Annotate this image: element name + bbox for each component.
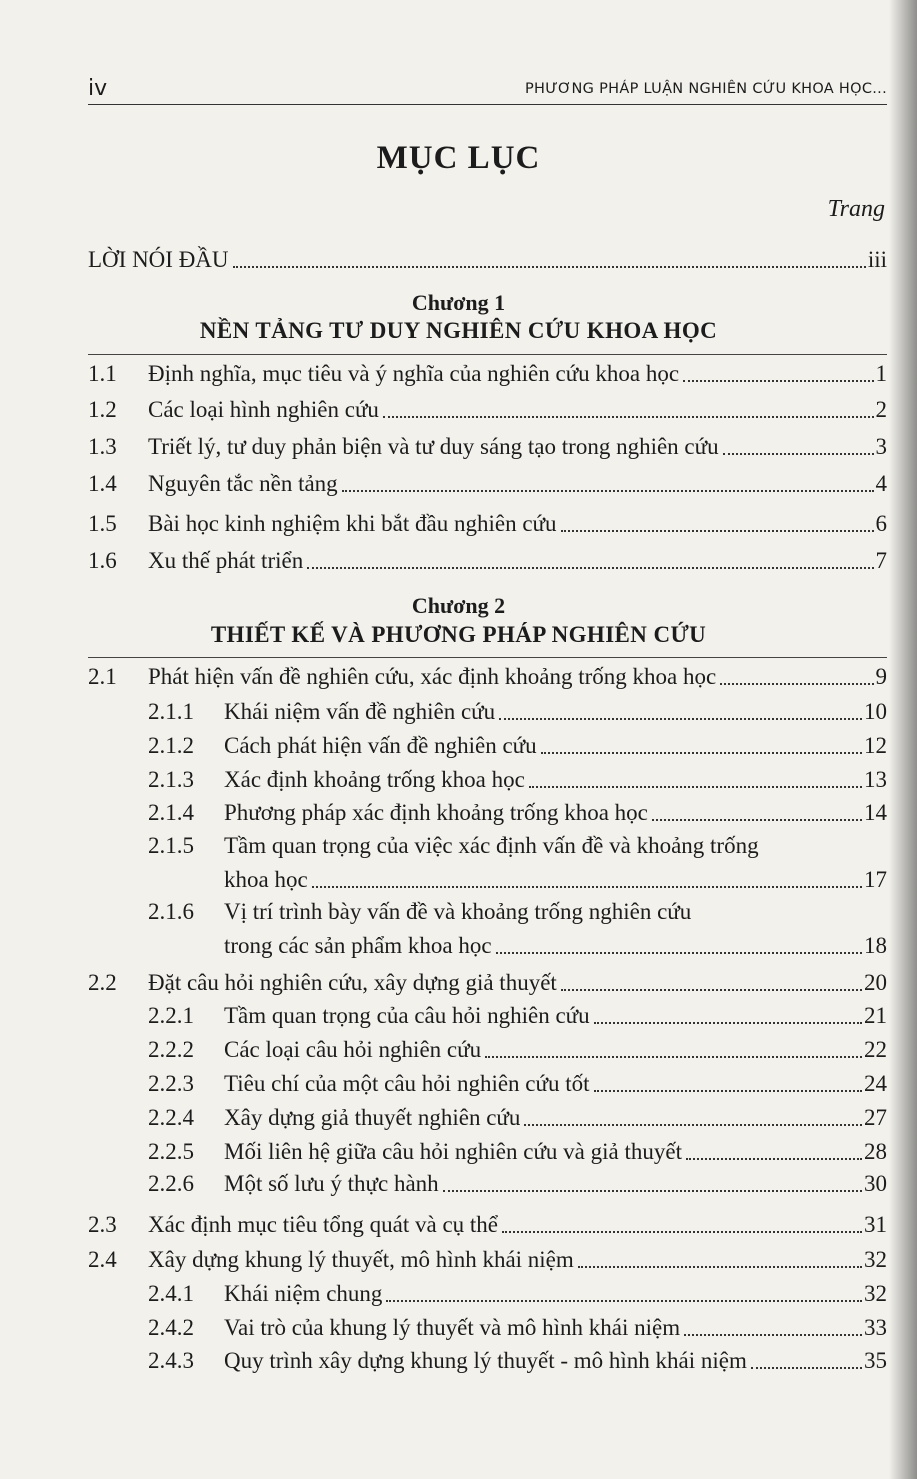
toc-entry-2-1-2[interactable]	[88, 728, 887, 760]
toc-entry-2-2-2[interactable]	[88, 1032, 887, 1064]
toc-entry-text: Xây dựng khung lý thuyết, mô hình khái niệm	[148, 1247, 574, 1272]
toc-entry-text: Xác định khoảng trống khoa học	[224, 767, 525, 792]
toc-entry-text-continued: trong các sản phẩm khoa học	[224, 933, 492, 958]
toc-entry-page: 28	[864, 1139, 887, 1164]
toc-entry-page: 2	[875, 397, 887, 422]
toc-entry-1-1[interactable]	[88, 356, 887, 388]
dot-leader	[485, 1056, 862, 1058]
toc-entry-number: 2.1	[88, 664, 117, 689]
toc-entry-2-2-3[interactable]	[88, 1066, 887, 1098]
toc-entry-text: Mối liên hệ giữa câu hỏi nghiên cứu và giả thuyết	[224, 1139, 682, 1164]
toc-entry-page: 30	[864, 1171, 887, 1196]
toc-entry-text: Khái niệm chung	[224, 1281, 383, 1306]
toc-entry-2-2-5[interactable]	[88, 1134, 887, 1166]
toc-entry-page: 18	[864, 933, 887, 958]
toc-entry-text: Các loại câu hỏi nghiên cứu	[224, 1037, 482, 1062]
toc-entry-text: Cách phát hiện vấn đề nghiên cứu	[224, 733, 537, 758]
toc-entry-page: 10	[864, 699, 887, 724]
toc-entry-page: 9	[875, 664, 887, 689]
toc-entry-text: Định nghĩa, mục tiêu và ý nghĩa của nghiên cứu khoa học	[148, 361, 680, 386]
toc-entry-2-1-1[interactable]	[88, 694, 887, 726]
dot-leader	[578, 1266, 862, 1268]
toc-entry-text: Xác định mục tiêu tổng quát và cụ thể	[148, 1212, 499, 1237]
dot-leader	[307, 567, 873, 569]
toc-title: MỤC LỤC	[376, 140, 541, 176]
page-column-label: Trang	[827, 196, 885, 222]
toc-entry-text: Bài học kinh nghiệm khi bắt đầu nghiên cứu	[148, 511, 557, 536]
dot-leader	[652, 819, 862, 821]
toc-entry-page: iii	[867, 247, 887, 272]
chapter-1-divider	[88, 354, 887, 355]
toc-entry-2-2-4[interactable]	[88, 1100, 887, 1132]
toc-entry-text: Vai trò của khung lý thuyết và mô hình khái niệm	[224, 1315, 681, 1340]
dot-leader	[529, 786, 862, 788]
toc-entry-page: 20	[864, 970, 887, 995]
toc-entry-page: 17	[864, 867, 887, 892]
dot-leader	[502, 1231, 862, 1233]
chapter-1-label: Chương 1	[411, 290, 506, 315]
toc-entry-1-6[interactable]	[88, 543, 887, 575]
dot-leader	[496, 952, 862, 954]
toc-entry-page: 32	[864, 1247, 887, 1272]
toc-entry-preface[interactable]	[88, 242, 887, 274]
dot-leader	[541, 752, 862, 754]
toc-entry-text: Xu thế phát triển	[148, 548, 304, 573]
toc-entry-2-1[interactable]	[88, 659, 887, 691]
dot-leader	[683, 380, 873, 382]
toc-entry-number: 2.1.4	[148, 800, 194, 825]
toc-entry-2-4-3[interactable]	[88, 1343, 887, 1375]
toc-entry-number: 1.2	[88, 397, 117, 422]
dot-leader	[443, 1190, 862, 1192]
toc-entry-text: Triết lý, tư duy phản biện và tư duy sáng tạo trong nghiên cứu	[148, 434, 719, 459]
toc-entry-1-5[interactable]	[88, 506, 887, 538]
toc-entry-number: 2.4.2	[148, 1315, 194, 1340]
toc-entry-text: Phát hiện vấn đề nghiên cứu, xác định khoảng trống khoa học	[148, 664, 717, 689]
chapter-1-title: NỀN TẢNG TƯ DUY NGHIÊN CỨU KHOA HỌC	[199, 318, 718, 343]
dot-leader	[383, 416, 874, 418]
dot-leader	[233, 266, 866, 268]
toc-entry-number: 2.3	[88, 1212, 117, 1237]
dot-leader	[751, 1367, 862, 1369]
dot-leader	[312, 886, 862, 888]
dot-leader	[723, 453, 874, 455]
toc-entry-number: 2.2	[88, 970, 117, 995]
running-title: PHƯƠNG PHÁP LUẬN NGHIÊN CỨU KHOA HỌC...	[524, 81, 887, 97]
toc-entry-page: 22	[864, 1037, 887, 1062]
toc-entry-number: 1.4	[88, 471, 117, 496]
toc-entry-2-2-1[interactable]	[88, 998, 887, 1030]
toc-entry-page: 31	[864, 1212, 887, 1237]
toc-entry-number: 2.2.3	[148, 1071, 194, 1096]
dot-leader	[386, 1300, 862, 1302]
toc-entry-text: Tầm quan trọng của việc xác định vấn đề và khoảng trống	[224, 833, 759, 858]
toc-entry-1-3[interactable]	[88, 429, 887, 461]
toc-entry-number: 2.1.6	[148, 899, 194, 924]
toc-entry-text: Phương pháp xác định khoảng trống khoa học	[224, 800, 648, 825]
toc-entry-2-2-6[interactable]	[88, 1166, 887, 1198]
toc-entry-number: 2.1.2	[148, 733, 194, 758]
chapter-2-divider	[88, 657, 887, 658]
toc-entry-number: 1.3	[88, 434, 117, 459]
toc-entry-page: 13	[864, 767, 887, 792]
toc-entry-page: 6	[875, 511, 887, 536]
toc-entry-text: Vị trí trình bày vấn đề và khoảng trống nghiên cứu	[224, 899, 692, 924]
toc-entry-text: Đặt câu hỏi nghiên cứu, xây dựng giả thuyết	[148, 970, 557, 995]
dot-leader	[720, 683, 873, 685]
toc-entry-page: 27	[864, 1105, 887, 1130]
toc-entry-text-continued: khoa học	[224, 867, 308, 892]
toc-entry-page: 21	[864, 1003, 887, 1028]
toc-entry-page: 4	[875, 471, 887, 496]
toc-entry-page: 3	[875, 434, 887, 459]
toc-entry-2-4-1[interactable]	[88, 1276, 887, 1308]
toc-entry-number: 2.2.5	[148, 1139, 194, 1164]
toc-entry-page: 24	[864, 1071, 887, 1096]
dot-leader	[499, 718, 862, 720]
dot-leader	[686, 1158, 862, 1160]
toc-entry-2-1-4[interactable]	[88, 795, 887, 827]
toc-entry-text: Khái niệm vấn đề nghiên cứu	[224, 699, 496, 724]
running-header	[88, 74, 887, 105]
dot-leader	[594, 1090, 863, 1092]
toc-entry-2-3[interactable]	[88, 1207, 887, 1239]
toc-entry-page: 1	[875, 361, 887, 386]
toc-entry-2-2[interactable]	[88, 965, 887, 997]
dot-leader	[594, 1022, 862, 1024]
dot-leader	[524, 1124, 862, 1126]
toc-entry-number: 2.2.4	[148, 1105, 194, 1130]
toc-entry-page: 7	[875, 548, 887, 573]
dot-leader	[561, 530, 874, 532]
toc-entry-1-2[interactable]	[88, 392, 887, 424]
toc-entry-page: 14	[864, 800, 887, 825]
dot-leader	[684, 1334, 862, 1336]
toc-entry-text: Quy trình xây dựng khung lý thuyết - mô hình khái niệm	[224, 1348, 747, 1373]
toc-entry-number: 2.1.5	[148, 833, 194, 858]
toc-entry-number: 1.1	[88, 361, 117, 386]
dot-leader	[342, 490, 874, 492]
chapter-2-title: THIẾT KẾ VÀ PHƯƠNG PHÁP NGHIÊN CỨU	[210, 622, 707, 647]
toc-entry-2-4[interactable]	[88, 1242, 887, 1274]
dot-leader	[561, 989, 862, 991]
toc-entry-2-1-5[interactable]	[224, 862, 887, 894]
toc-entry-number: 2.4.3	[148, 1348, 194, 1373]
chapter-2-label: Chương 2	[411, 593, 506, 618]
toc-entry-page: 33	[864, 1315, 887, 1340]
toc-entry-number: 2.1.1	[148, 699, 194, 724]
toc-entry-number: 1.6	[88, 548, 117, 573]
toc-entry-page: 32	[864, 1281, 887, 1306]
toc-entry-text: Các loại hình nghiên cứu	[148, 397, 379, 422]
toc-entry-number: 2.2.2	[148, 1037, 194, 1062]
toc-entry-number: 2.1.3	[148, 767, 194, 792]
toc-entry-text: Xây dựng giả thuyết nghiên cứu	[224, 1105, 521, 1130]
toc-entry-text: Nguyên tắc nền tảng	[148, 471, 338, 496]
toc-entry-number: 1.5	[88, 511, 117, 536]
toc-entry-1-4[interactable]	[88, 466, 887, 498]
toc-entry-2-1-6[interactable]	[224, 928, 887, 960]
toc-entry-text: Một số lưu ý thực hành	[224, 1171, 439, 1196]
toc-entry-page: 35	[864, 1348, 887, 1373]
toc-entry-number: 2.4.1	[148, 1281, 194, 1306]
toc-entry-2-4-2[interactable]	[88, 1310, 887, 1342]
page-number: iv	[88, 76, 108, 101]
toc-entry-text: Tiêu chí của một câu hỏi nghiên cứu tốt	[224, 1071, 590, 1096]
toc-entry-2-1-3[interactable]	[88, 762, 887, 794]
toc-entry-number: 2.4	[88, 1247, 117, 1272]
toc-entry-number: 2.2.1	[148, 1003, 194, 1028]
toc-entry-text: Tầm quan trọng của câu hỏi nghiên cứu	[224, 1003, 590, 1028]
toc-entry-number: 2.2.6	[148, 1171, 194, 1196]
toc-entry-text: LỜI NÓI ĐẦU	[88, 247, 229, 272]
toc-entry-page: 12	[864, 733, 887, 758]
